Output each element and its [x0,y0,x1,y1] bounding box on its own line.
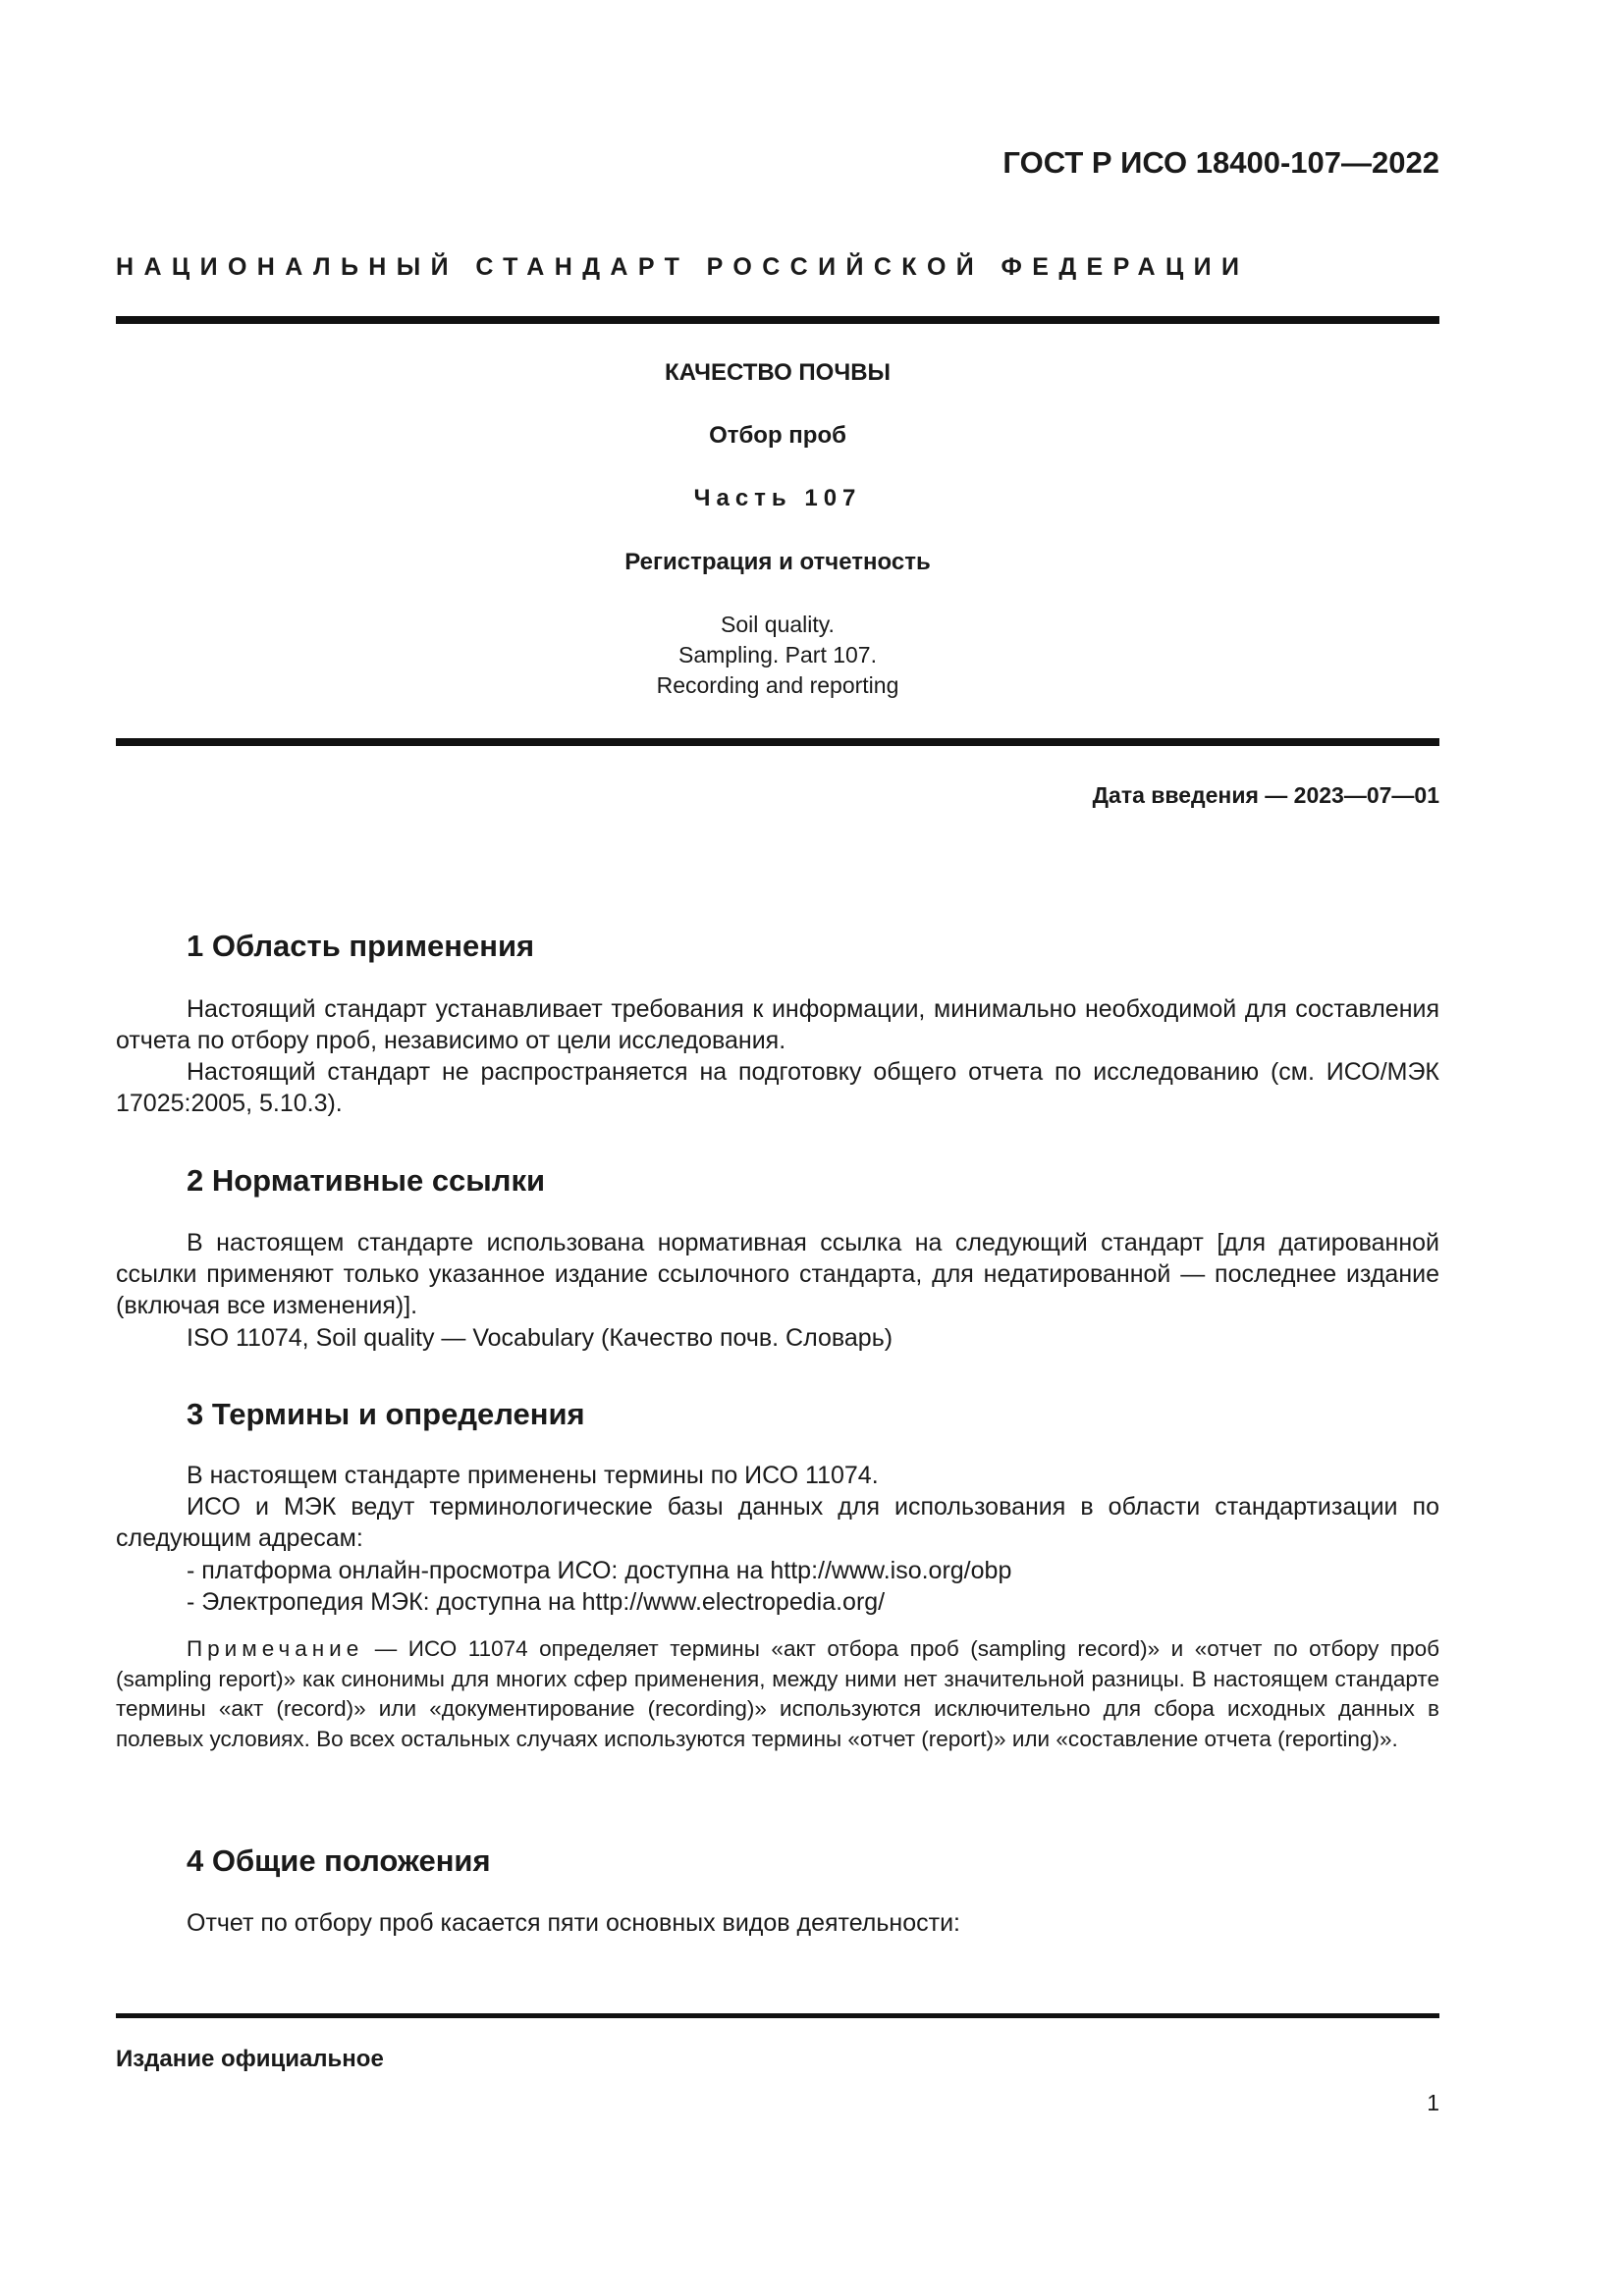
section-1-heading: 1 Область применения [187,929,535,963]
standard-designation: ГОСТ Р ИСО 18400-107—2022 [1002,145,1439,180]
national-standard-banner: НАЦИОНАЛЬНЫЙ СТАНДАРТ РОССИЙСКОЙ ФЕДЕРАЦИИ [116,253,1250,281]
english-title-line: Sampling. Part 107. [677,642,877,667]
english-title [116,610,1439,701]
section-4-heading: 4 Общие положения [187,1843,491,1878]
section-4-paragraph: Отчет по отбору проб касается пяти основных видов деятельности: [187,1909,960,1937]
title-bottom-rule [116,738,1439,746]
official-edition-label: Издание официальное [116,2046,384,2072]
title-part: Часть 107 [693,485,862,511]
section-3-paragraph: ИСО и МЭК ведут терминологические базы данных для использования в области стандартизации по следующим адресам: [116,1493,1439,1552]
title-subtitle: Отбор проб [709,422,846,449]
section-3-paragraph: В настоящем стандарте применены термины по ИСО 11074. [187,1462,879,1489]
section-1-paragraph: Настоящий стандарт устанавливает требования к информации, минимально необходимой для составления отчета по отбору проб, независимо от цели исследования. [116,995,1439,1054]
footer-rule [116,2013,1439,2018]
iso-obp-list-item: - платформа онлайн-просмотра ИСО: доступна на http://www.iso.org/obp [187,1557,1012,1584]
section-2-reference: ISO 11074, Soil quality — Vocabulary (Качество почв. Словарь) [187,1324,893,1352]
title-topic: Регистрация и отчетность [624,549,931,575]
note-text: — ИСО 11074 определяет термины «акт отбора проб (sampling record)» и «отчет по отбору проб (sampling report)» как синонимы для многих сфер применения, между ними нет значительной разницы. В настоящем стандарте термины «акт (record)» или «документирование (recording)» используются исключительно для сбора исходных данных в полевых условиях. Во всех остальных случаях используются термины «отчет (report)» или «составление отчета (reporting)». [116,1636,1439,1751]
page-number: 1 [1427,2090,1439,2115]
note-label: Примечание [187,1636,364,1661]
section-1-paragraph: Настоящий стандарт не распространяется на подготовку общего отчета по исследованию (см. ИСО/МЭК 17025:2005, 5.10.3). [116,1058,1439,1117]
section-2-paragraph: В настоящем стандарте использована нормативная ссылка на следующий стандарт [для датированной ссылки применяют только указанное издание ссылочного стандарта, для недатированной — последнее издание (включая все изменения)]. [116,1229,1439,1319]
section-2-heading: 2 Нормативные ссылки [187,1163,546,1198]
electropedia-list-item: - Электропедия МЭК: доступна на http://www.electropedia.org/ [187,1588,886,1616]
section-3-note [116,1634,1439,1754]
english-title-line: Recording and reporting [656,672,899,698]
english-title-line: Soil quality. [721,612,835,637]
section-3-heading: 3 Термины и определения [187,1397,585,1431]
header-rule [116,316,1439,324]
title-main: КАЧЕСТВО ПОЧВЫ [664,359,892,386]
introduction-date: Дата введения — 2023—07—01 [1092,782,1439,808]
